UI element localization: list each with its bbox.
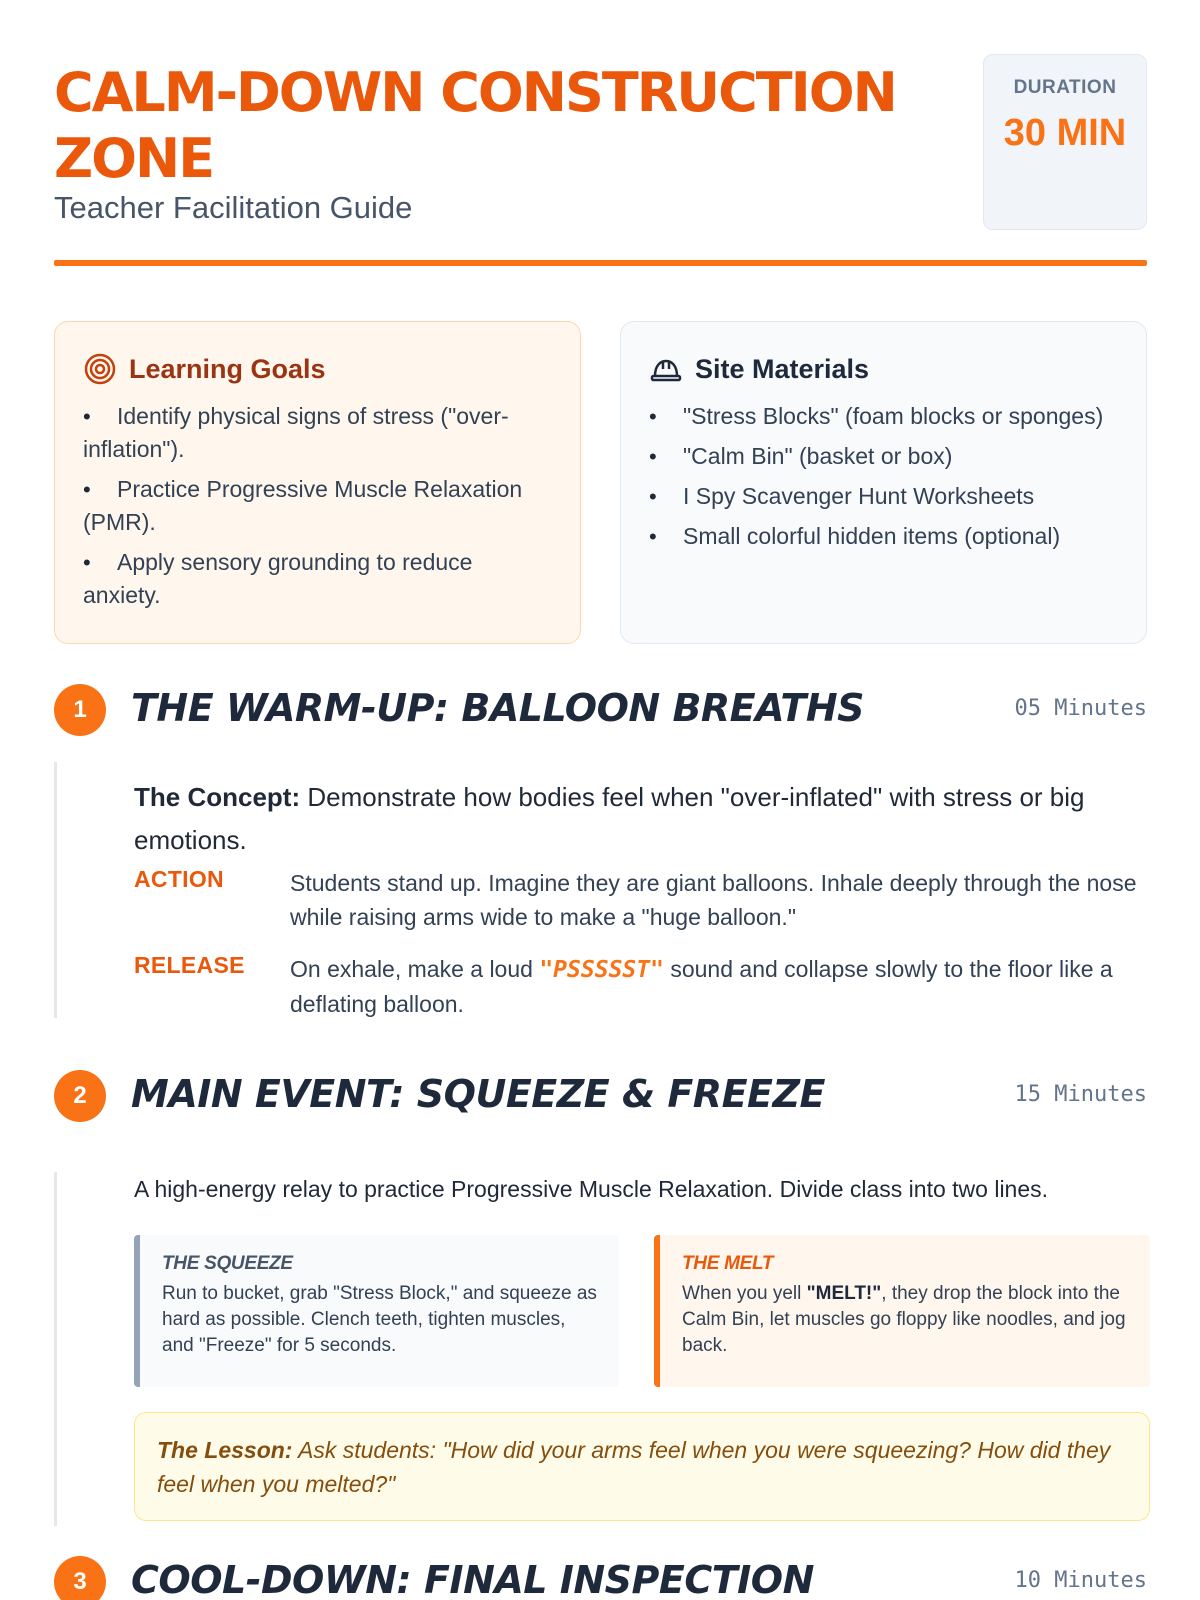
section-title: THE WARM-UP: BALLOON BREATHS <box>131 686 864 730</box>
concept-description: Demonstrate how bodies feel when "over-inflated" with stress or big emotions. <box>134 782 1085 855</box>
melt-emphasis: "MELT!" <box>806 1283 882 1304</box>
list-item: • Small colorful hidden items (optional) <box>649 520 1118 553</box>
section-duration: 05 Minutes <box>1014 696 1147 721</box>
duration-value: 30 MIN <box>1003 112 1127 154</box>
sound-effect: "PSSSSST" <box>539 957 664 983</box>
step-text <box>290 952 1150 1021</box>
melt-title: THE MELT <box>682 1253 774 1274</box>
concept-text <box>134 776 1134 862</box>
page-header <box>54 52 1147 262</box>
step-label: ACTION <box>134 866 224 892</box>
melt-box <box>654 1235 1150 1387</box>
learning-goals-list <box>83 400 552 612</box>
melt-text <box>682 1281 1128 1359</box>
step-action <box>134 866 1150 938</box>
site-materials-header <box>649 352 1118 386</box>
list-item: • "Stress Blocks" (foam blocks or sponges) <box>649 400 1118 433</box>
step-text: Students stand up. Imagine they are giant balloons. Inhale deeply through the nose while raising arms wide to make a "huge balloon." <box>290 870 1137 930</box>
duration-label: DURATION <box>1013 77 1117 98</box>
melt-text-start: When you yell <box>682 1283 807 1304</box>
site-materials-list <box>649 400 1118 553</box>
squeeze-text: Run to bucket, grab "Stress Block," and squeeze as hard as possible. Clench teeth, tighten muscles, and "Freeze" for 5 seconds. <box>162 1283 597 1356</box>
hard-hat-icon <box>649 352 683 386</box>
lesson-label: The Lesson: <box>157 1437 293 1463</box>
section-duration: 15 Minutes <box>1014 1082 1147 1107</box>
list-item: • Practice Progressive Muscle Relaxation (PMR). <box>83 473 552 539</box>
squeeze-title: THE SQUEEZE <box>162 1253 293 1274</box>
list-item: • Identify physical signs of stress ("over-inflation"). <box>83 400 552 466</box>
section-intro: A high-energy relay to practice Progressive Muscle Relaxation. Divide class into two lines. <box>134 1176 1049 1202</box>
page-subtitle: Teacher Facilitation Guide <box>54 190 413 225</box>
site-materials-title: Site Materials <box>695 353 870 384</box>
section-warm-up <box>54 684 1147 1034</box>
section-title: COOL-DOWN: FINAL INSPECTION <box>131 1558 814 1600</box>
section-title: MAIN EVENT: SQUEEZE & FREEZE <box>131 1072 825 1116</box>
section-main-event <box>54 1070 1147 1530</box>
section-number: 1 <box>54 684 106 736</box>
list-item: • Apply sensory grounding to reduce anxiety. <box>83 546 552 612</box>
learning-goals-header <box>83 352 552 386</box>
guide-page <box>54 0 1147 1600</box>
list-item: • "Calm Bin" (basket or box) <box>649 440 1118 473</box>
target-icon <box>83 352 117 386</box>
list-item: • I Spy Scavenger Hunt Worksheets <box>649 480 1118 513</box>
section-number: 2 <box>54 1070 106 1122</box>
squeeze-box <box>134 1235 619 1387</box>
concept-label: The Concept: <box>134 782 301 812</box>
step-text-start: On exhale, make a loud <box>290 956 540 982</box>
melt-text-end: , they drop the block into the Calm Bin, let muscles go floppy like noodles, and jog back. <box>682 1283 1126 1356</box>
duration-badge <box>983 54 1147 230</box>
section-duration: 10 Minutes <box>1014 1568 1147 1593</box>
section-body <box>54 762 1147 1018</box>
lesson-callout <box>134 1412 1150 1521</box>
section-number: 3 <box>54 1556 106 1600</box>
section-body <box>54 1172 1147 1526</box>
section-cool-down <box>54 1556 1147 1600</box>
learning-goals-card <box>54 321 581 644</box>
step-release <box>134 952 1150 1024</box>
page-title: CALM-DOWN CONSTRUCTION ZONE <box>54 61 896 190</box>
header-divider <box>54 260 1147 266</box>
step-label: RELEASE <box>134 952 245 978</box>
site-materials-card <box>620 321 1147 644</box>
learning-goals-title: Learning Goals <box>129 353 326 384</box>
step-text-end: sound and collapse slowly to the floor like a deflating balloon. <box>290 956 1113 1017</box>
lesson-text: Ask students: "How did your arms feel when you were squeezing? How did they feel when you melted?" <box>157 1437 1111 1497</box>
